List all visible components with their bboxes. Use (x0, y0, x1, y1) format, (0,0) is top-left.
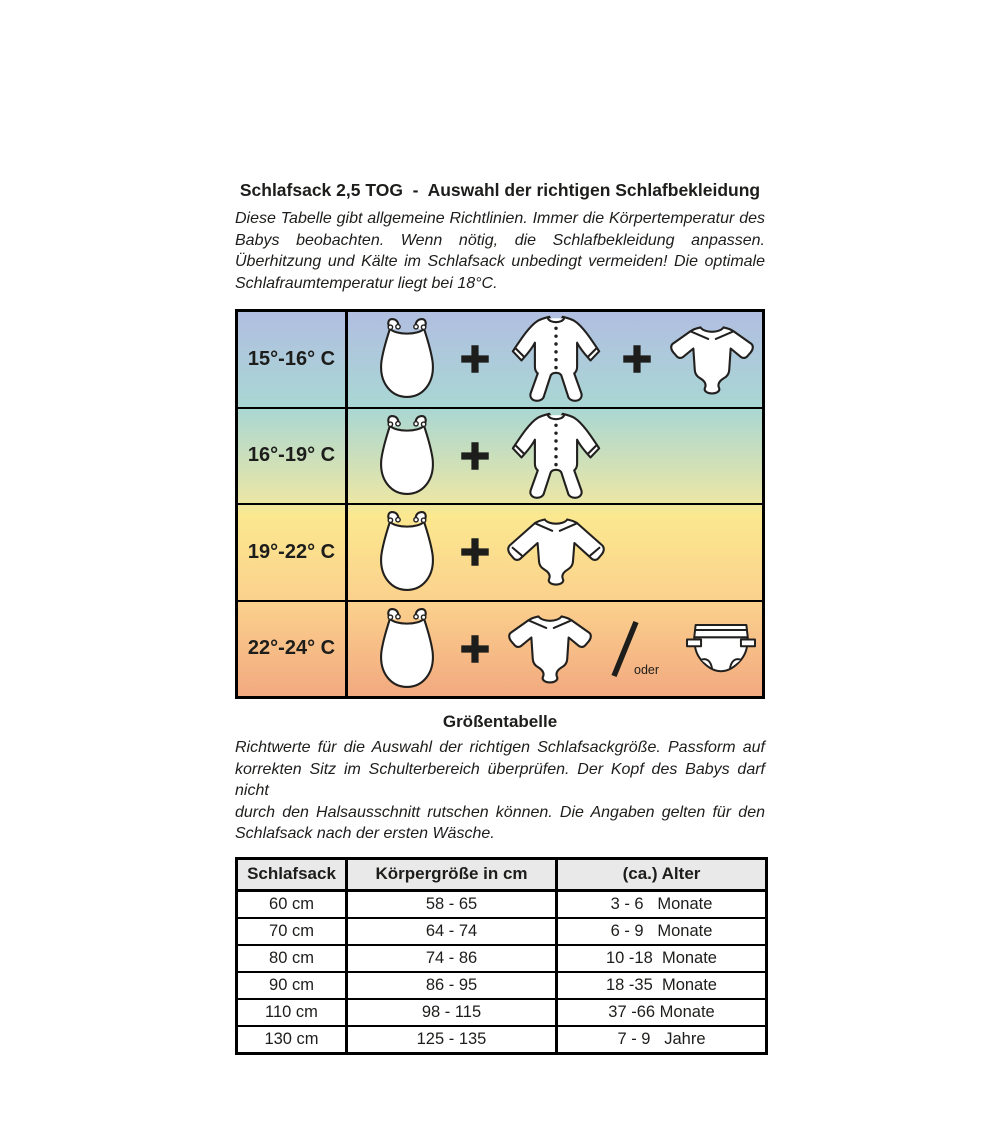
clothing-combination (348, 602, 762, 697)
plus-icon (457, 534, 493, 570)
sleepsuit-icon (506, 312, 606, 406)
temperature-clothing-table (235, 309, 765, 699)
temperature-range-label: 19°-22° C (238, 505, 348, 600)
temperature-row (238, 312, 762, 409)
temperature-range-label: 22°-24° C (238, 602, 348, 697)
size-table-row (237, 890, 767, 918)
size-table-row (237, 972, 767, 999)
size-table-body (237, 890, 767, 1053)
size-table-cell: 10 -18 Monate (557, 945, 767, 972)
size-table-cell: 60 cm (237, 890, 347, 918)
plus-icon (457, 341, 493, 377)
sleepsuit-icon (506, 409, 606, 503)
sleeping-bag-icon (370, 607, 444, 691)
plus-icon (457, 631, 493, 667)
size-table-cell: 7 - 9 Jahre (557, 1026, 767, 1054)
paragraph-line: Schlafraumtemperatur liegt bei 18°C. (235, 274, 498, 292)
sleeping-bag-icon (370, 414, 444, 498)
plus-icon (457, 438, 493, 474)
paragraph-line: durch den Halsausschnitt rutschen können. Die Angaben gelten für den (235, 803, 765, 821)
size-table-cell: 18 -35 Monate (557, 972, 767, 999)
slash-oder-icon (607, 620, 669, 678)
size-table-header: (ca.) Alter (557, 858, 767, 890)
size-table-cell: 70 cm (237, 918, 347, 945)
size-table (235, 857, 768, 1055)
size-table-header: Körpergröße in cm (347, 858, 557, 890)
size-table-title: Größentabelle (442, 712, 558, 731)
size-table-cell: 80 cm (237, 945, 347, 972)
size-table-cell: 58 - 65 (347, 890, 557, 918)
diaper-icon (682, 620, 760, 678)
size-table-head (237, 858, 767, 890)
bodysuit-long-sleeve-icon (506, 516, 606, 588)
temperature-range-label: 16°-19° C (238, 409, 348, 504)
temperature-range-label: 15°-16° C (238, 312, 348, 407)
size-table-header: Schlafsack (237, 858, 347, 890)
size-table-cell: 110 cm (237, 999, 347, 1026)
paragraph-line: Überhitzung und Kälte im Schlafsack unbedingt vermeiden! Die optimale (235, 253, 765, 270)
size-table-cell: 64 - 74 (347, 918, 557, 945)
paragraph-line: Babys beobachten. Wenn nötig, die Schlafbekleidung anpassen. (235, 231, 765, 249)
size-table-row (237, 945, 767, 972)
paragraph-line: Diese Tabelle gibt allgemeine Richtlinien. Immer die Körpertemperatur des (235, 210, 765, 227)
size-table-row (237, 999, 767, 1026)
size-table-cell: 130 cm (237, 1026, 347, 1054)
size-table-cell: 74 - 86 (347, 945, 557, 972)
size-table-cell: 98 - 115 (347, 999, 557, 1026)
paragraph-line: Schlafsack nach der ersten Wäsche. (235, 825, 495, 842)
temperature-row (238, 409, 762, 506)
size-table-cell: 6 - 9 Monate (557, 918, 767, 945)
clothing-combination (348, 409, 762, 504)
intro-paragraph (235, 208, 765, 294)
sleeping-bag-icon (370, 317, 444, 401)
size-table-row (237, 918, 767, 945)
oder-label: oder (634, 662, 660, 677)
plus-icon (619, 341, 655, 377)
clothing-combination (348, 505, 762, 600)
paragraph-line: Richtwerte für die Auswahl der richtigen Schlafsackgröße. Passform auf (235, 739, 765, 756)
temperature-row (238, 505, 762, 602)
bodysuit-short-sleeve-icon (506, 613, 594, 684)
size-table-cell: 3 - 6 Monate (557, 890, 767, 918)
size-paragraph (235, 737, 765, 845)
size-table-cell: 37 -66 Monate (557, 999, 767, 1026)
size-table-cell: 86 - 95 (347, 972, 557, 999)
temperature-row (238, 602, 762, 697)
sleeping-bag-icon (370, 510, 444, 594)
page-title: Schlafsack 2,5 TOG - Auswahl der richtigen Schlafbekleidung (239, 180, 761, 200)
size-table-row (237, 1026, 767, 1054)
size-table-cell: 90 cm (237, 972, 347, 999)
size-table-cell: 125 - 135 (347, 1026, 557, 1054)
bodysuit-short-sleeve-icon (668, 324, 756, 395)
clothing-combination (348, 312, 762, 407)
leaflet-page (235, 0, 765, 1055)
paragraph-line: korrekten Sitz im Schulterbereich überprüfen. Der Kopf des Babys darf nicht (235, 760, 765, 799)
